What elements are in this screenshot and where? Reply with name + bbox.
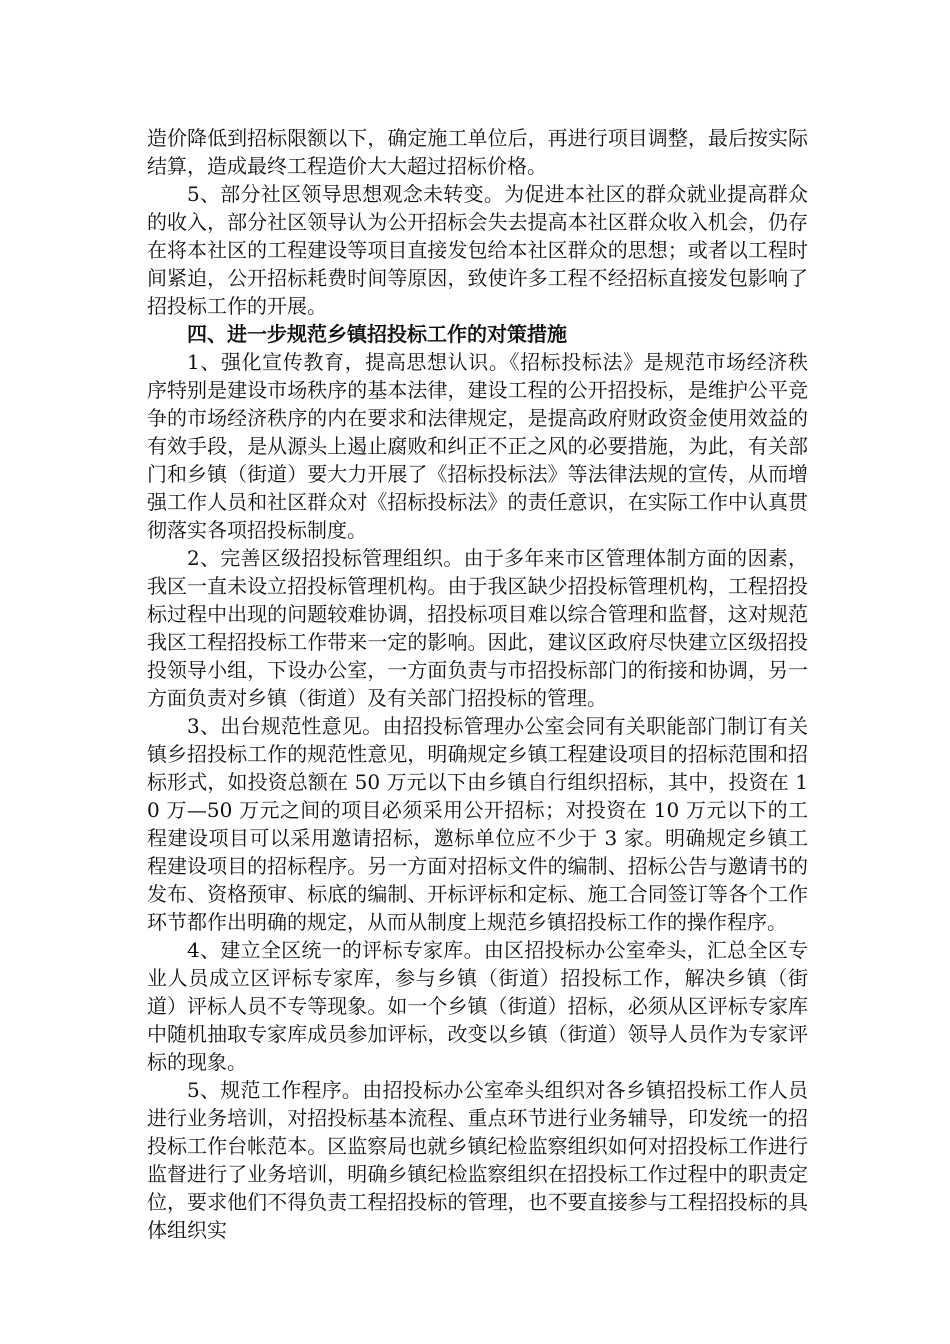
- paragraph-measure-1: 1、强化宣传教育，提高思想认识。《招标投标法》是规范市场经济秩序特别是建设市场秩序的基本法律，建设工程的公开招投标，是维护公平竞争的市场经济秩序的内在要求和法律规定，是提高政府财政资金使用效益的有效手段，是从源头上遏止腐败和纠正不正之风的必要措施，为此，有关部门和乡镇（街道）要大力开展了《招标投标法》等法律法规的宣传，从而增强工作人员和社区群众对《招标投标法》的责任意识，在实际工作中认真贯彻落实各项招投标制度。: [147, 350, 808, 542]
- paragraph-measure-3: 3、出台规范性意见。由招投标管理办公室会同有关职能部门制订有关镇乡招投标工作的规范性意见，明确规定乡镇工程建设项目的招标范围和招标形式，如投资总额在 50 万元以下由乡镇自行组织招标，其中，投资在 10 万—50 万元之间的项目必须采用公开招标；对投资在 10 万元以下的工程建设项目可以采用邀请招标，邀标单位应不少于 3 家。明确规定乡镇工程建设项目的招标程序。另一方面对招标文件的编制、招标公告与邀请书的发布、资格预审、标底的编制、开标评标和定标、施工合同签订等各个工作环节都作出明确的规定，从而从制度上规范乡镇招投标工作的操作程序。: [147, 714, 808, 934]
- paragraph-measure-2: 2、完善区级招投标管理组织。由于多年来市区管理体制方面的因素，我区一直未设立招投标管理机构。由于我区缺少招投标管理机构，工程招投标过程中出现的问题较难协调，招投标项目难以综合管理和监督，这对规范我区工程招投标工作带来一定的影响。因此，建议区政府尽快建立区级招投投领导小组，下设办公室，一方面负责与市招投标部门的衔接和协调，另一方面负责对乡镇（街道）及有关部门招投标的管理。: [147, 546, 808, 710]
- paragraph-measure-4: 4、建立全区统一的评标专家库。由区招投标办公室牵头，汇总全区专业人员成立区评标专家库，参与乡镇（街道）招投标工作，解决乡镇（街道）评标人员不专等现象。如一个乡镇（街道）招标，必须从区评标专家库中随机抽取专家库成员参加评标，改变以乡镇（街道）领导人员作为专家评标的现象。: [147, 938, 808, 1074]
- paragraph-item-5-community-leaders: 5、部分社区领导思想观念未转变。为促进本社区的群众就业提高群众的收入，部分社区领导认为公开招标会失去提高本社区群众收入机会，仍存在将本社区的工程建设等项目直接发包给本社区群众的思想；或者以工程时间紧迫，公开招标耗费时间等原因，致使许多工程不经招标直接发包影响了招投标工作的开展。: [147, 182, 808, 318]
- section-heading-4: 四、进一步规范乡镇招投标工作的对策措施: [187, 322, 567, 346]
- paragraph-measure-5: 5、规范工作程序。由招投标办公室牵头组织对各乡镇招投标工作人员进行业务培训，对招投标基本流程、重点环节进行业务辅导，印发统一的招投标工作台帐范本。区监察局也就乡镇纪检监察组织如何对招投标工作进行监督进行了业务培训，明确乡镇纪检监察组织在招投标工作过程中的职责定位，要求他们不得负责工程招投标的管理，也不要直接参与工程招投标的具体组织实: [147, 1078, 808, 1242]
- paragraph-continuation: 造价降低到招标限额以下，确定施工单位后，再进行项目调整，最后按实际结算，造成最终工程造价大大超过招标价格。: [147, 126, 808, 178]
- document-page: [147, 124, 808, 1244]
